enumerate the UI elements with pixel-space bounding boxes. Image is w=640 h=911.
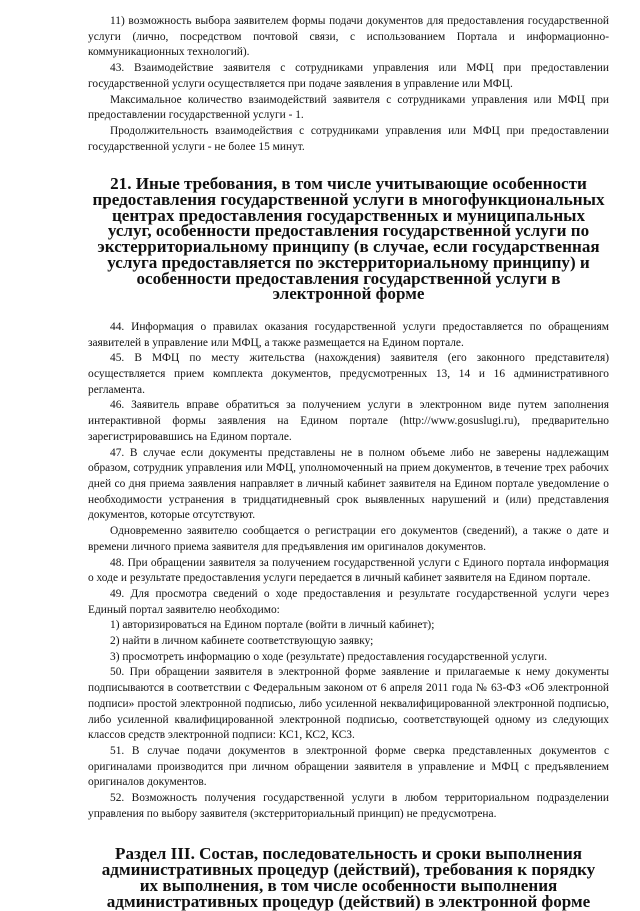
list-item-49-1: 1) авторизироваться на Едином портале (войти в личный кабинет); [110, 619, 435, 632]
paragraph-max-interactions: Максимальное количество взаимодействий заявителя с сотрудниками управления или МФЦ при предоставлении государственной услуги - 1. [88, 93, 609, 122]
paragraph-47: 47. В случае если документы представлены не в полном объеме либо не заверены надлежащим образом, сотрудник управления или МФЦ, уполномоченный на прием документов, в течение трех рабочих дней со дня приема заявления направляет в личный кабинет заявителя на Едином портале уведомление о необходимости устранения в тридцатидневный срок выявленных нарушений и (или) представления документов, которые отсутствуют. [88, 446, 609, 522]
part-3-heading: Раздел III. Состав, последовательность и сроки выполнения административных процедур (действий), требования к порядку их выполнения, в том числе особенности выполнения административных процедур (действий) в электронной форме [101, 844, 596, 911]
section-21-heading: 21. Иные требования, в том числе учитывающие особенности предоставления государственной услуги в многофункциональных центрах предоставления государственных и муниципальных услуг, особенности предоставления государственной услуги по экстерриториальному принципу (в случае, если государственная услуга предоставляется по экстерриториальному принципу) и особенности предоставления государственной услуги в электронной форме [92, 174, 605, 304]
list-item-49-3: 3) просмотреть информацию о ходе (результате) предоставления государственной услуги. [110, 650, 548, 663]
paragraph-45: 45. В МФЦ по месту жительства (нахождения) заявителя (его законного представителя) осуществляется прием комплекта документов, предусмотренных 13, 14 и 16 административного регламента. [88, 352, 609, 396]
paragraph-52: 52. Возможность получения государственной услуги в любом территориальном подразделении управления по выбору заявителя (экстерриториальный принцип) не предусмотрена. [88, 792, 609, 820]
paragraph-item-11: 11) возможность выбора заявителем формы подачи документов для предоставления государственной услуги (лично, посредством почтовой связи, с использованием Портала и информационно-коммуникационных технологий). [88, 15, 609, 59]
paragraph-51: 51. В случае подачи документов в электронной форме сверка представленных документов с оригиналами производится при личном обращении заявителя в управление и МФЦ с предъявлением оригиналов документов. [88, 744, 609, 789]
paragraph-46: 46. Заявитель вправе обратиться за получением услуги в электронном виде путем заполнения интерактивной формы заявления на Едином портале (http://www.gosuslugi.ru), предварительно зарегистрировавшись на Едином портале. [88, 399, 609, 443]
paragraph-interaction-duration: Продолжительность взаимодействия с сотрудниками управления или МФЦ при предоставлении государственной услуги - не более 15 минут. [88, 124, 609, 153]
list-item-49-2: 2) найти в личном кабинете соответствующую заявку; [110, 635, 374, 648]
paragraph-44: 44. Информация о правилах оказания государственной услуги предоставляется по обращениям заявителей в управление или МФЦ, а также размещается на Едином портале. [88, 320, 609, 349]
paragraph-50: 50. При обращении заявителя в электронной форме заявление и прилагаемые к нему документы подписываются в соответствии с Федеральным законом от 6 апреля 2011 года № 63-ФЗ «Об электронной подписи» простой электронной подписью, либо усиленной неквалифицированной электронной подписью, либо усиленной квалифицированной электронной подписью, соответствующей одному из следующих классов средств электронной подписи: КС1, КС2, КС3. [88, 666, 609, 742]
paragraph-48: 48. При обращении заявителя за получением государственной услуги с Единого портала информация о ходе и результате предоставления услуги передается в личный кабинет заявителя на Едином портале. [88, 556, 609, 585]
paragraph-47-continued: Одновременно заявителю сообщается о регистрации его документов (сведений), а также о дате и времени личного приема заявителя для предъявления им оригиналов документов. [88, 525, 609, 553]
paragraph-43: 43. Взаимодействие заявителя с сотрудниками управления или МФЦ при предоставлении государственной услуги осуществляется при подаче заявления в управление или МФЦ. [88, 62, 609, 90]
paragraph-49: 49. Для просмотра сведений о ходе предоставления и результате государственной услуги через Единый портал заявителю необходимо: [88, 587, 609, 616]
